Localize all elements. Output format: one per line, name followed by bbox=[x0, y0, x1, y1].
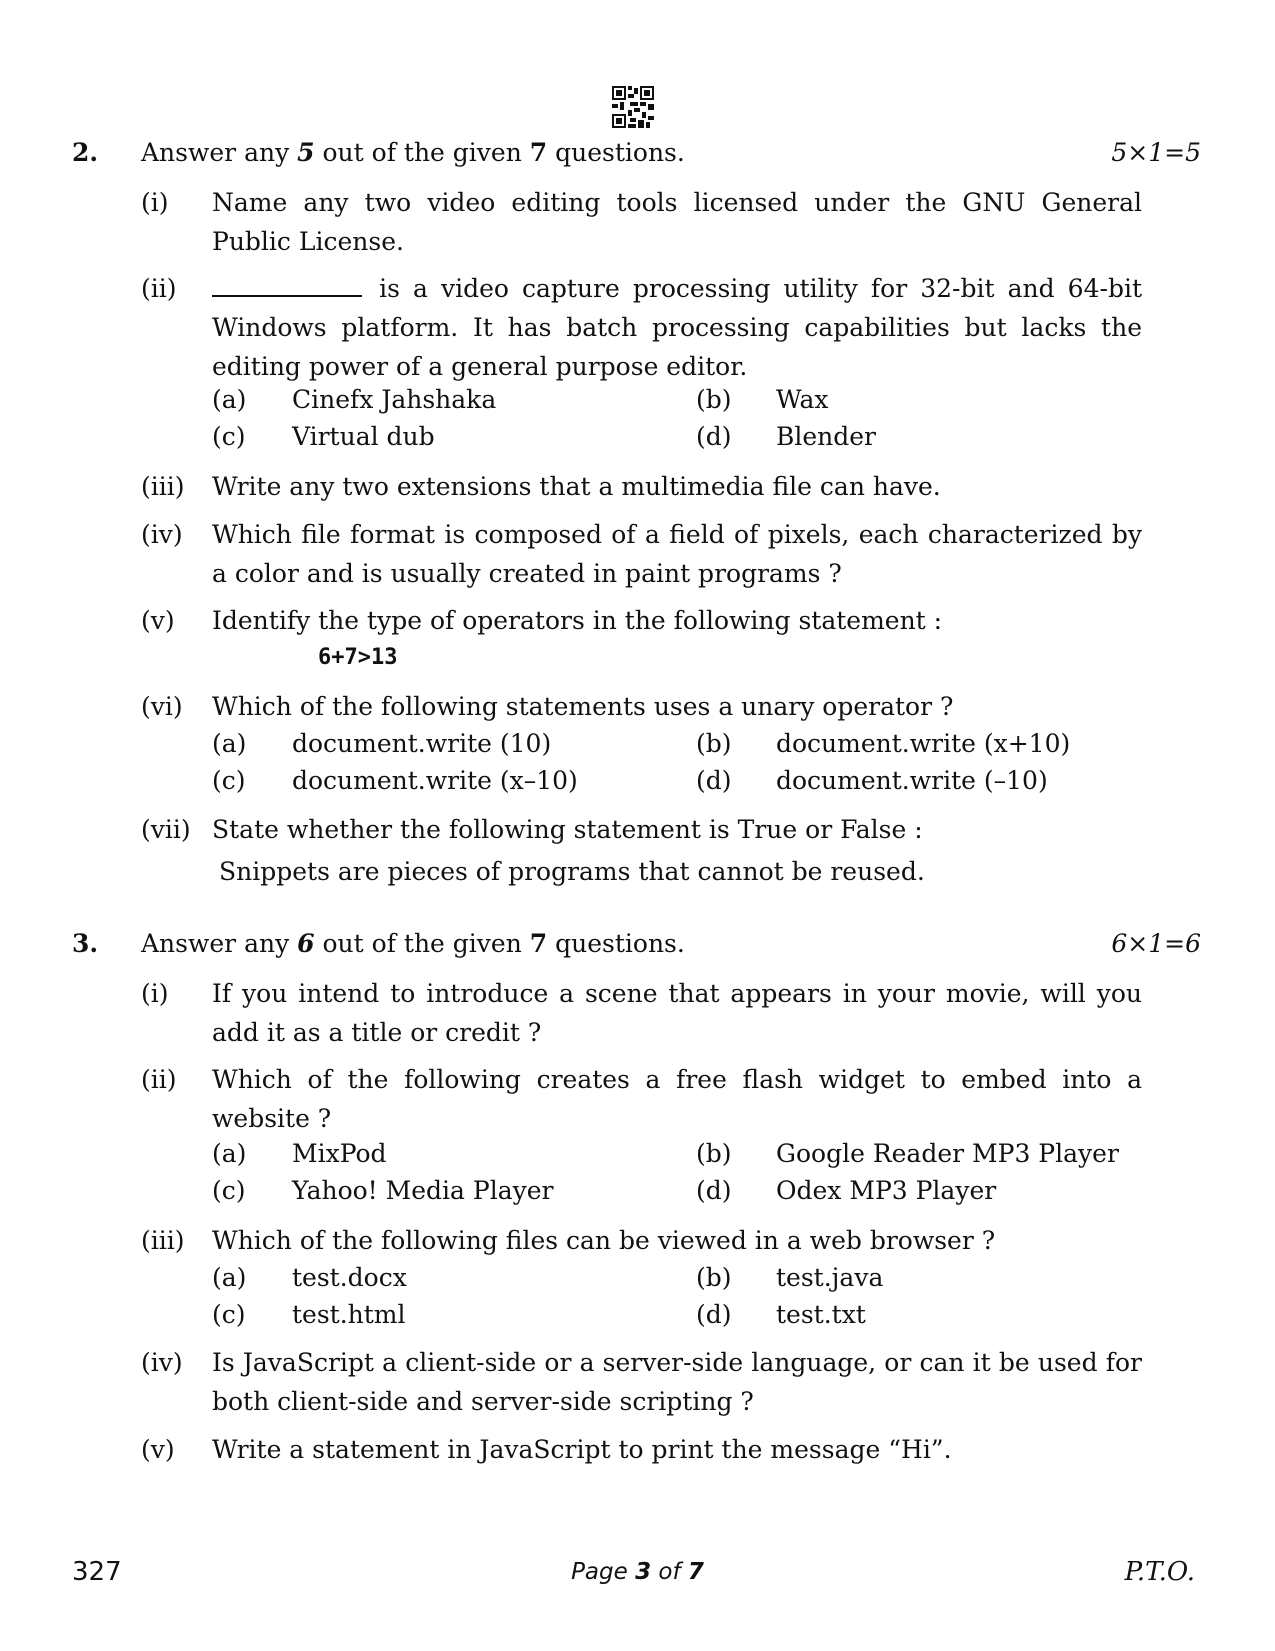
option-c: (c) test.html bbox=[212, 1300, 406, 1329]
question-marks: 6×1=6 bbox=[1111, 929, 1201, 958]
exam-page: 2. Answer any 5 out of the given 7 questions. 5×1=5 (i) Name any two video editing tools licensed under the GNU General Public License. (ii) is a video capture processing utility for 32-bit and 64-bit Windows platform. It has batch processing capabilities but lacks the editing power of a general purpose editor. (a) Cinefx Jahshaka (b) Wax (c) Virtual dub (d) Blender (iii) Write any two extensions that a multimedia file can have. (iv) Which file format is composed of a field of pixels, each characterized by a color and is usually created in paint programs ? (v) Identify the type of operators in the following statement : 6+7>13 (vi) Which of the following statements uses a unary operator ? (a) document.write (10) (b) document.write (x+10) (c) document.write (x–10) (d) document.write (–10) (vii) State whether the following statement is True or False : Snippets are pieces of programs that cannot be reused. 3. Answer any 6 out of the given 7 questions. 6×1=6 (i) If you intend to introduce a scene that appears in your movie, will you add it as a title or credit ? (ii) Which of the following creates a free flash widget to embed into a website ? (a) MixPod (b) Google Reader MP3 Player (c) Yahoo! Media Player (d) Odex MP3 Player (iii) Which of the following files can be viewed in a web browser ? (a) test.docx (b) test.java (c) test.html (d) test.txt (iv) Is JavaScript a client-side or a server-side language, or can it be used for both client-side and server-side scripting ? (v) Write a statement in JavaScript to print the message “Hi”. 327 Page 3 of 7 P.T.O. bbox=[0, 0, 1275, 1651]
sub-question-text: Which of the following files can be viewed in a web browser ? bbox=[212, 1226, 996, 1255]
sub-question-text: Which of the following statements uses a unary operator ? bbox=[212, 692, 954, 721]
option-d: (d) Odex MP3 Player bbox=[696, 1176, 997, 1205]
question-3-header bbox=[0, 926, 1275, 966]
question-number: 2. bbox=[72, 138, 99, 167]
option-b: (b) document.write (x+10) bbox=[696, 729, 1071, 758]
option-c: (c) document.write (x–10) bbox=[212, 766, 578, 795]
option-d: (d) test.txt bbox=[696, 1300, 866, 1329]
option-a: (a) test.docx bbox=[212, 1263, 407, 1292]
sub-question-text: Name any two video editing tools licensed under the GNU General Public License. bbox=[212, 188, 1142, 256]
option-b: (b) test.java bbox=[696, 1263, 884, 1292]
sub-question-text: State whether the following statement is True or False : bbox=[212, 815, 923, 844]
code-expression: 6+7>13 bbox=[318, 645, 398, 670]
option-c: (c) Virtual dub bbox=[212, 422, 435, 451]
option-a: (a) document.write (10) bbox=[212, 729, 552, 758]
question-marks: 5×1=5 bbox=[1111, 138, 1201, 167]
sub-question-text: If you intend to introduce a scene that appears in your movie, will you add it as a title or credit ? bbox=[212, 979, 1142, 1047]
sub-question-text: is a video capture processing utility for 32-bit and 64-bit Windows platform. It has batch processing capabilities but lacks the editing power of a general purpose editor. bbox=[212, 274, 1142, 381]
option-d: (d) document.write (–10) bbox=[696, 766, 1048, 795]
page-footer bbox=[0, 1554, 1275, 1594]
paper-code: 327 bbox=[72, 1557, 122, 1587]
pto-label: P.T.O. bbox=[1124, 1557, 1195, 1587]
option-c: (c) Yahoo! Media Player bbox=[212, 1176, 554, 1205]
question-number: 3. bbox=[72, 929, 99, 958]
sub-question-text: Is JavaScript a client-side or a server-side language, or can it be used for both client-side and server-side scripting ? bbox=[212, 1348, 1142, 1416]
question-instruction: Answer any 6 out of the given 7 questions. bbox=[141, 929, 685, 958]
true-false-statement: Snippets are pieces of programs that cannot be reused. bbox=[219, 857, 925, 886]
option-a: (a) Cinefx Jahshaka bbox=[212, 385, 497, 414]
option-a: (a) MixPod bbox=[212, 1139, 387, 1168]
question-instruction: Answer any 5 out of the given 7 questions. bbox=[141, 138, 685, 167]
sub-question-text: Write a statement in JavaScript to print the message “Hi”. bbox=[212, 1435, 952, 1464]
qr-code-icon bbox=[612, 86, 654, 128]
question-2-header bbox=[0, 135, 1275, 175]
option-b: (b) Wax bbox=[696, 385, 829, 414]
sub-question-text: Which of the following creates a free flash widget to embed into a website ? bbox=[212, 1065, 1142, 1133]
option-b: (b) Google Reader MP3 Player bbox=[696, 1139, 1119, 1168]
option-d: (d) Blender bbox=[696, 422, 877, 451]
sub-question-text: Identify the type of operators in the following statement : bbox=[212, 606, 943, 635]
sub-question-text: Write any two extensions that a multimedia file can have. bbox=[212, 472, 941, 501]
page-number: Page 3 of 7 bbox=[571, 1559, 704, 1585]
fill-in-blank bbox=[212, 273, 362, 297]
sub-question-text: Which file format is composed of a field of pixels, each characterized by a color and is usually created in paint programs ? bbox=[212, 520, 1142, 588]
